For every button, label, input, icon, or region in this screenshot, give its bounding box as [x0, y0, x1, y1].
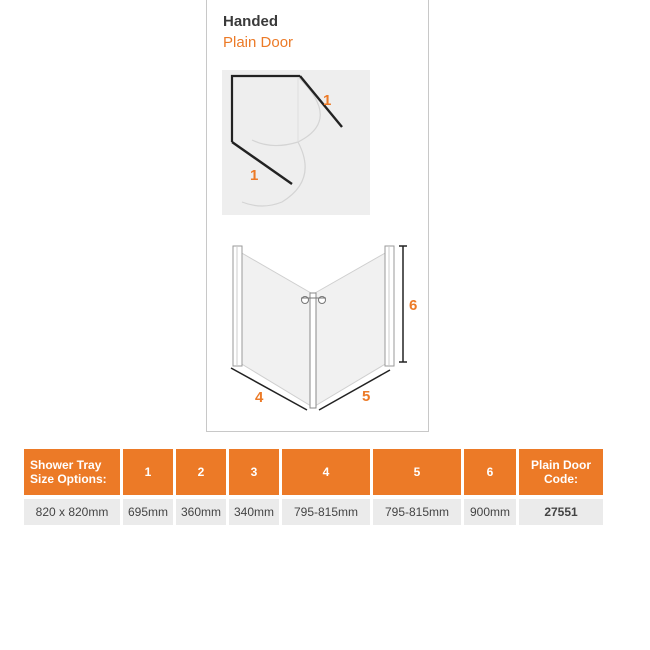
center-post — [310, 293, 316, 408]
header-door-code-line2: Code: — [544, 472, 578, 486]
right-glass-panel — [315, 252, 387, 406]
plan-view-drawing — [222, 70, 370, 215]
header-door-code — [519, 449, 603, 495]
isometric-view — [215, 238, 420, 418]
table-header-row — [24, 449, 603, 495]
plan-view — [222, 70, 370, 215]
cell-door-code: 27551 — [519, 495, 603, 525]
plan-door-left — [232, 142, 292, 184]
header-dim-6: 6 — [464, 449, 516, 495]
cell-dim-5: 795-815mm — [373, 495, 461, 525]
cell-dim-6: 900mm — [464, 495, 516, 525]
plan-label-right: 1 — [323, 92, 332, 109]
table-row — [24, 495, 603, 525]
diagram-title: Handed — [223, 13, 279, 30]
cell-tray-size: 820 x 820mm — [24, 495, 120, 525]
header-tray-size-line2: Size Options: — [30, 472, 107, 486]
cell-dim-3: 340mm — [229, 495, 279, 525]
dim-label-4: 4 — [255, 389, 264, 406]
header-door-code-line1: Plain Door — [530, 458, 591, 472]
left-glass-panel — [240, 252, 311, 406]
swing-arc-mid — [252, 140, 298, 146]
plan-door-right — [300, 76, 342, 127]
header-dim-2: 2 — [176, 449, 226, 495]
plan-label-left: 1 — [250, 167, 259, 184]
cell-dim-2: 360mm — [176, 495, 226, 525]
header-dim-5: 5 — [373, 449, 461, 495]
header-dim-3: 3 — [229, 449, 279, 495]
header-tray-size-line1: Shower Tray — [30, 458, 102, 472]
header-dim-4: 4 — [282, 449, 370, 495]
cell-dim-4: 795-815mm — [282, 495, 370, 525]
size-options-table — [21, 449, 606, 525]
diagram-subtitle: Plain Door — [223, 34, 294, 51]
header-dim-1: 1 — [123, 449, 173, 495]
dim-label-5: 5 — [362, 388, 371, 405]
cell-dim-1: 695mm — [123, 495, 173, 525]
plan-wall-outline — [232, 76, 300, 142]
header-tray-size — [24, 449, 120, 495]
dim-label-6: 6 — [409, 297, 418, 314]
